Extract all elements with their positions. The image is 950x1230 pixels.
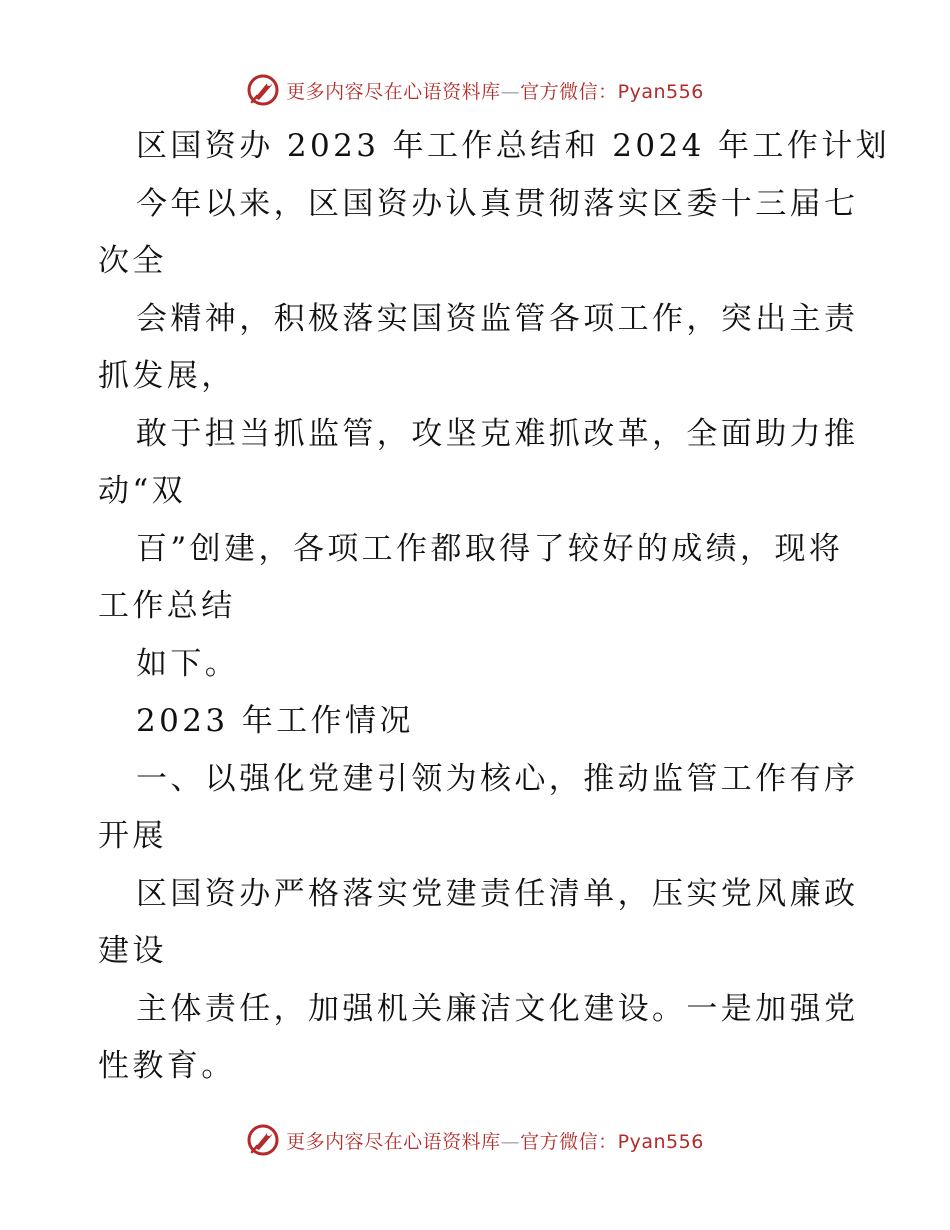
watermark-main: 更多内容尽在心语资料库: [286, 1130, 501, 1153]
paragraph-line: 抓发展，: [98, 358, 236, 394]
paragraph-line: 敢于担当抓监管，攻坚克难抓改革，全面助力推: [136, 415, 859, 452]
watermark-main: 更多内容尽在心语资料库: [286, 80, 501, 103]
watermark-wechat: 官方微信：Pyan556: [520, 1130, 704, 1153]
paragraph-line: 性教育。: [98, 1048, 236, 1084]
paragraph-line: 主体责任，加强机关廉洁文化建设。一是加强党: [136, 990, 859, 1027]
section-heading: 2023 年工作情况: [136, 703, 414, 739]
paragraph-line: 动“双: [98, 473, 187, 509]
paragraph-line: 建设: [98, 933, 167, 969]
watermark-banner-bottom: [0, 1120, 950, 1160]
subsection-heading: 一、以强化党建引领为核心，推动监管工作有序: [136, 760, 859, 797]
paragraph-line: 会精神，积极落实国资监管各项工作，突出主责: [136, 300, 859, 337]
document-title: 区国资办 2023 年工作总结和 2024 年工作计划: [136, 128, 890, 164]
paragraph-line: 开展: [98, 818, 167, 854]
watermark-banner-top: [0, 70, 950, 110]
watermark-text: [286, 1127, 704, 1154]
document-body: [98, 118, 890, 1096]
watermark-separator: —: [500, 1130, 521, 1153]
paragraph-line: 如下。: [136, 645, 240, 682]
quill-pen-logo-icon: [246, 1123, 280, 1157]
paragraph-line: 工作总结: [98, 588, 236, 624]
quill-pen-logo-icon: [246, 73, 280, 107]
paragraph-line: 今年以来，区国资办认真贯彻落实区委十三届七: [136, 185, 859, 222]
paragraph-line: 次全: [98, 243, 167, 279]
watermark-text: [286, 77, 704, 104]
paragraph-line: 区国资办严格落实党建责任清单，压实党风廉政: [136, 875, 859, 912]
paragraph-line: 百”创建，各项工作都取得了较好的成绩，现将: [136, 530, 844, 567]
watermark-separator: —: [500, 80, 521, 103]
watermark-wechat: 官方微信：Pyan556: [520, 80, 704, 103]
